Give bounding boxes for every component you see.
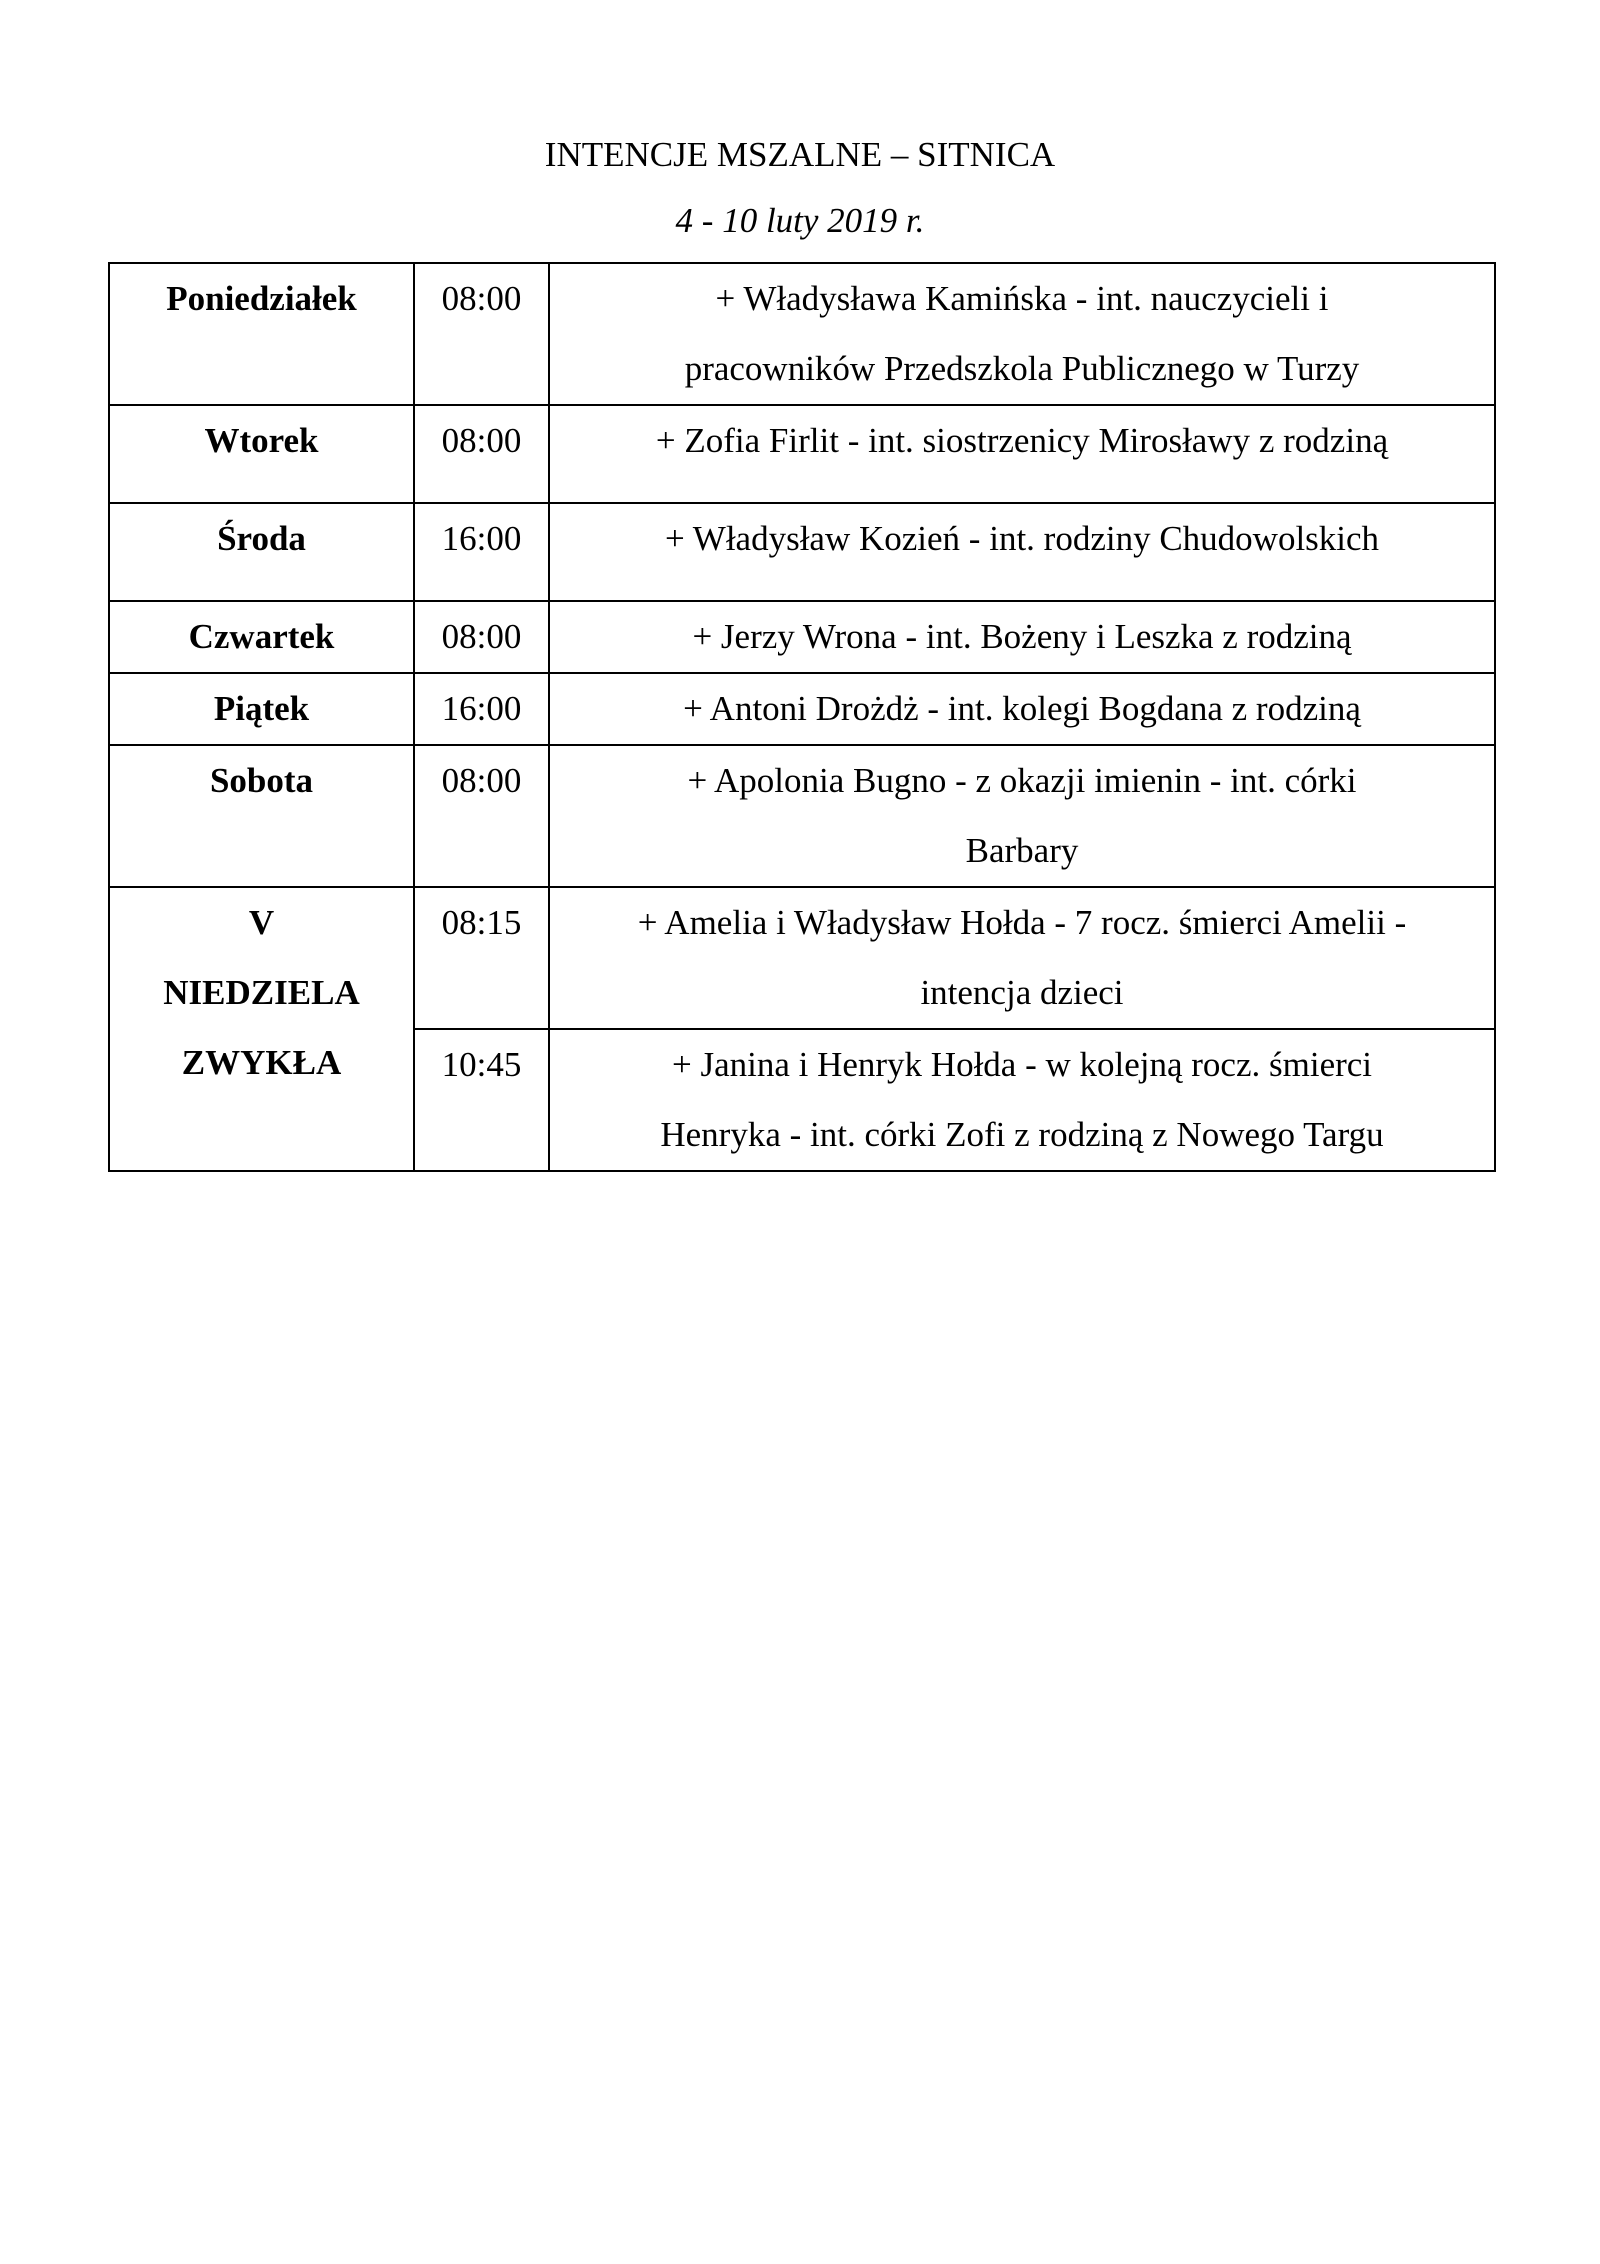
day-cell: Czwartek: [109, 601, 414, 673]
intention-line: Henryka - int. córki Zofi z rodziną z Nowego Targu: [660, 1115, 1384, 1154]
document-title: INTENCJE MSZALNE – SITNICA: [544, 135, 1056, 174]
time-cell: 08:00: [414, 601, 549, 673]
intention-line: + Antoni Drożdż - int. kolegi Bogdana z rodziną: [683, 689, 1361, 728]
day-cell: Środa: [109, 503, 414, 601]
day-line: ZWYKŁA: [181, 1043, 342, 1082]
day-cell-sunday: [109, 887, 414, 1171]
intention-line: pracowników Przedszkola Publicznego w Turzy: [684, 349, 1360, 388]
intention-line: + Janina i Henryk Hołda - w kolejną rocz. śmierci: [671, 1045, 1373, 1084]
time-cell: 10:45: [414, 1029, 549, 1171]
intention-cell: [549, 1029, 1495, 1171]
intention-cell: [549, 263, 1495, 405]
day-cell: Sobota: [109, 745, 414, 887]
intention-cell: [549, 405, 1495, 503]
intention-line: + Zofia Firlit - int. siostrzenicy Mirosławy z rodziną: [655, 421, 1389, 460]
intention-cell: [549, 673, 1495, 745]
day-cell: Poniedziałek: [109, 263, 414, 405]
intention-cell: [549, 745, 1495, 887]
document-subtitle: 4 - 10 luty 2019 r.: [675, 201, 925, 240]
mass-intentions-table: [108, 262, 1496, 1172]
intention-line: + Apolonia Bugno - z okazji imienin - int. córki: [687, 761, 1357, 800]
time-cell: 08:00: [414, 263, 549, 405]
table-row-sunday-first-mass: [109, 887, 1495, 1029]
table-row-wednesday: [109, 503, 1495, 601]
day-cell: Piątek: [109, 673, 414, 745]
time-cell: 08:00: [414, 405, 549, 503]
intention-line: intencja dzieci: [920, 973, 1124, 1012]
time-cell: 16:00: [414, 673, 549, 745]
table-row-saturday: [109, 745, 1495, 887]
intention-line: Barbary: [965, 831, 1079, 870]
intention-line: + Amelia i Władysław Hołda - 7 rocz. śmierci Amelii -: [637, 903, 1407, 942]
day-line: NIEDZIELA: [163, 973, 360, 1012]
time-cell: 08:15: [414, 887, 549, 1029]
day-line: V: [248, 903, 275, 942]
intention-cell: [549, 887, 1495, 1029]
table-row-monday: [109, 263, 1495, 405]
table-row-tuesday: [109, 405, 1495, 503]
intention-cell: [549, 601, 1495, 673]
intention-line: + Władysława Kamińska - int. nauczycieli i: [715, 279, 1329, 318]
table-row-friday: [109, 673, 1495, 745]
table-row-thursday: [109, 601, 1495, 673]
day-cell: Wtorek: [109, 405, 414, 503]
time-cell: 16:00: [414, 503, 549, 601]
intention-line: + Władysław Kozień - int. rodziny Chudowolskich: [664, 519, 1380, 558]
intention-cell: [549, 503, 1495, 601]
intention-line: + Jerzy Wrona - int. Bożeny i Leszka z rodziną: [692, 617, 1352, 656]
time-cell: 08:00: [414, 745, 549, 887]
